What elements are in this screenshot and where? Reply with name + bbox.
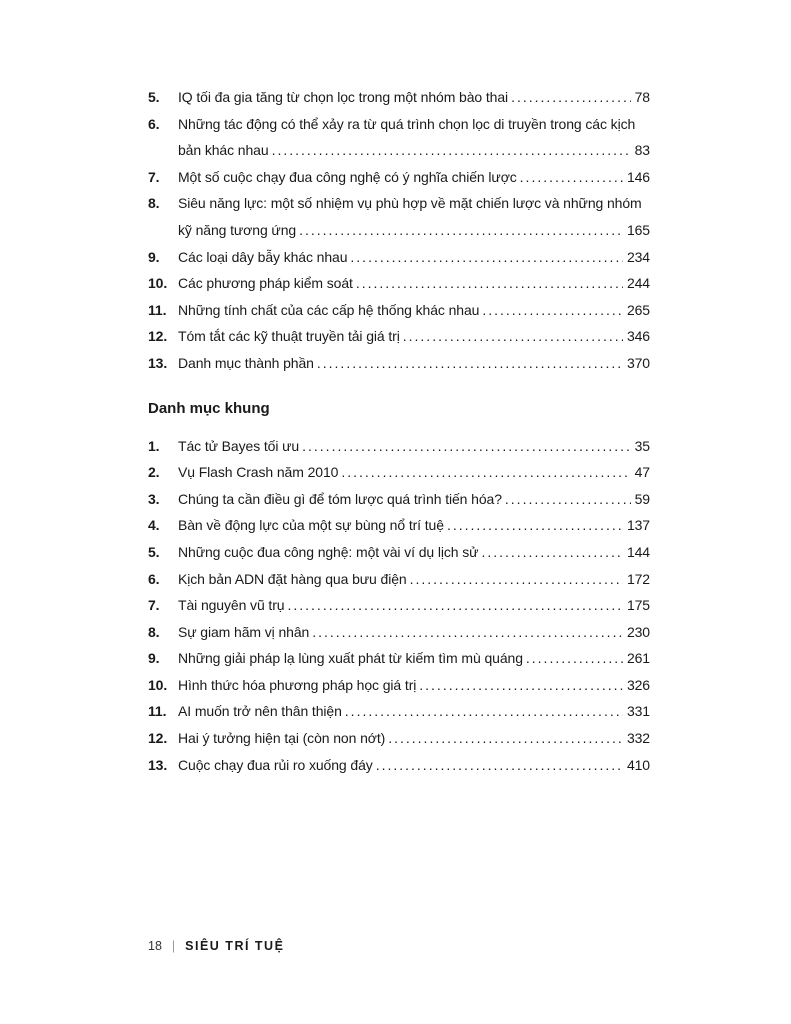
entry-page-number: 35 xyxy=(634,437,650,454)
entry-number: 13. xyxy=(148,354,168,371)
toc-entry xyxy=(148,350,650,377)
entry-title: Tóm tắt các kỹ thuật truyền tải giá trị xyxy=(178,328,400,345)
entry-body xyxy=(178,566,650,593)
dot-leader xyxy=(447,512,623,539)
toc-entry xyxy=(148,752,650,779)
entry-line xyxy=(178,433,650,460)
dot-leader xyxy=(350,244,623,271)
entry-line xyxy=(178,698,650,725)
entry-page-number: 261 xyxy=(626,650,650,667)
dot-leader xyxy=(410,566,623,593)
entry-number: 7. xyxy=(148,168,160,185)
toc-entry xyxy=(148,672,650,699)
entry-title: IQ tối đa gia tăng từ chọn lọc trong một nhóm bào thai xyxy=(178,89,509,105)
entry-body xyxy=(178,486,650,513)
toc-entry xyxy=(148,539,650,566)
toc-list-tables xyxy=(148,84,650,377)
entry-title: Cuộc chạy đua rủi ro xuống đáy xyxy=(178,756,373,773)
toc-entry xyxy=(148,164,650,191)
entry-number: 2. xyxy=(148,464,160,481)
page-footer xyxy=(148,938,284,954)
dot-leader xyxy=(317,350,623,377)
toc-entry xyxy=(148,592,650,619)
entry-title: Siêu năng lực: một số nhiệm vụ phù hợp về mặt chiến lược và những nhóm xyxy=(178,195,642,212)
entry-body xyxy=(178,350,650,377)
toc-entry xyxy=(148,190,650,243)
entry-title: Những giải pháp lạ lùng xuất phát từ kiếm tìm mù quáng xyxy=(178,650,523,667)
toc-entry xyxy=(148,645,650,672)
dot-leader xyxy=(356,270,623,297)
entry-title: Sự giam hãm vị nhân xyxy=(178,623,310,640)
entry-line xyxy=(178,539,650,566)
entry-page-number: 370 xyxy=(626,354,650,371)
entry-page-number: 83 xyxy=(634,142,650,159)
entry-number: 8. xyxy=(148,623,160,640)
footer-book-title: SIÊU TRÍ TUỆ xyxy=(185,939,285,953)
entry-line xyxy=(178,752,650,779)
toc-entry xyxy=(148,111,650,164)
entry-number: 4. xyxy=(148,517,160,534)
toc-list-boxes xyxy=(148,433,650,779)
entry-page-number: 146 xyxy=(626,168,650,185)
entry-number: 12. xyxy=(148,730,168,747)
entry-page-number: 331 xyxy=(626,703,650,720)
toc-entry xyxy=(148,433,650,460)
footer-divider: | xyxy=(171,939,176,953)
entry-line xyxy=(178,323,650,350)
entry-body xyxy=(178,512,650,539)
dot-leader xyxy=(376,752,623,779)
entry-line xyxy=(178,619,650,646)
entry-line xyxy=(178,512,650,539)
boxes-section-heading: Danh mục khung xyxy=(148,399,270,417)
entry-title: Các loại dây bẫy khác nhau xyxy=(178,248,348,265)
entry-body xyxy=(178,323,650,350)
entry-page-number: 78 xyxy=(634,89,650,105)
entry-body xyxy=(178,111,650,164)
entry-title: Kịch bản ADN đặt hàng qua bưu điện xyxy=(178,570,407,587)
entry-line xyxy=(178,84,650,111)
entry-body xyxy=(178,190,650,243)
dot-leader xyxy=(520,164,623,191)
entry-page-number: 165 xyxy=(626,221,650,238)
entry-title: AI muốn trở nên thân thiện xyxy=(178,703,342,720)
dot-leader xyxy=(341,459,630,486)
entry-number: 11. xyxy=(148,301,167,318)
dot-leader xyxy=(505,486,631,513)
toc-entry xyxy=(148,459,650,486)
toc-entry xyxy=(148,512,650,539)
dot-leader xyxy=(419,672,623,699)
entry-number: 12. xyxy=(148,328,168,345)
entry-page-number: 265 xyxy=(626,301,650,318)
entry-body xyxy=(178,725,650,752)
entry-number: 8. xyxy=(148,195,160,212)
entry-line xyxy=(178,486,650,513)
entry-line xyxy=(178,566,650,593)
entry-body xyxy=(178,433,650,460)
entry-number: 6. xyxy=(148,115,160,132)
entry-title: Bàn về động lực của một sự bùng nổ trí tuệ xyxy=(178,517,444,534)
toc-entry xyxy=(148,297,650,324)
entry-number: 1. xyxy=(148,437,160,454)
entry-title: Các phương pháp kiểm soát xyxy=(178,275,353,292)
entry-title: Tác tử Bayes tối ưu xyxy=(178,437,300,454)
entry-title: Vụ Flash Crash năm 2010 xyxy=(178,464,339,481)
entry-page-number: 346 xyxy=(626,328,650,345)
entry-title: Những cuộc đua công nghệ: một vài ví dụ lịch sử xyxy=(178,543,479,560)
dot-leader xyxy=(345,698,623,725)
dot-leader xyxy=(526,645,623,672)
entry-line xyxy=(178,725,650,752)
entry-page-number: 410 xyxy=(626,756,650,773)
entry-title: Chúng ta cần điều gì để tóm lược quá trình tiến hóa? xyxy=(178,490,502,507)
entry-title: Tài nguyên vũ trụ xyxy=(178,597,285,614)
dot-leader xyxy=(302,433,631,460)
entry-number: 11. xyxy=(148,703,167,720)
entry-number: 9. xyxy=(148,248,160,265)
entry-line xyxy=(178,270,650,297)
entry-page-number: 234 xyxy=(626,248,650,265)
entry-page-number: 175 xyxy=(626,597,650,614)
toc-entry xyxy=(148,323,650,350)
entry-page-number: 137 xyxy=(626,517,650,534)
entry-page-number: 47 xyxy=(634,464,650,481)
entry-number: 5. xyxy=(148,543,160,560)
entry-title: bản khác nhau xyxy=(178,142,269,159)
entry-body xyxy=(178,244,650,271)
dot-leader xyxy=(287,592,622,619)
entry-title: kỹ năng tương ứng xyxy=(178,221,297,238)
entry-number: 10. xyxy=(148,275,168,292)
entry-number: 13. xyxy=(148,756,168,773)
entry-body xyxy=(178,84,650,111)
entry-number: 7. xyxy=(148,597,160,614)
entry-body xyxy=(178,539,650,566)
dot-leader xyxy=(403,323,623,350)
dot-leader xyxy=(482,297,623,324)
entry-number: 10. xyxy=(148,676,168,693)
entry-body xyxy=(178,270,650,297)
entry-title: Danh mục thành phần xyxy=(178,354,314,371)
entry-title: Những tính chất của các cấp hệ thống khác nhau xyxy=(178,301,480,318)
entry-title: Một số cuộc chạy đua công nghệ có ý nghĩa chiến lược xyxy=(178,168,517,185)
dot-leader xyxy=(388,725,623,752)
entry-body xyxy=(178,297,650,324)
entry-body xyxy=(178,164,650,191)
entry-page-number: 172 xyxy=(626,570,650,587)
entry-line xyxy=(178,459,650,486)
toc-entry xyxy=(148,725,650,752)
entry-title: Những tác động có thể xảy ra từ quá trình chọn lọc di truyền trong các kịch xyxy=(178,115,636,132)
entry-page-number: 144 xyxy=(626,543,650,560)
toc-entry xyxy=(148,566,650,593)
entry-line xyxy=(178,672,650,699)
entry-number: 3. xyxy=(148,490,160,507)
entry-line xyxy=(178,137,650,164)
entry-number: 9. xyxy=(148,650,160,667)
entry-title: Hình thức hóa phương pháp học giá trị xyxy=(178,676,417,693)
entry-line xyxy=(178,244,650,271)
entry-title: Hai ý tưởng hiện tại (còn non nớt) xyxy=(178,730,386,747)
entry-line xyxy=(178,297,650,324)
toc-entry xyxy=(148,698,650,725)
entry-page-number: 244 xyxy=(626,275,650,292)
entry-body xyxy=(178,645,650,672)
entry-line xyxy=(178,350,650,377)
entry-body xyxy=(178,672,650,699)
dot-leader xyxy=(511,84,631,111)
toc-entry xyxy=(148,244,650,271)
entry-line xyxy=(178,645,650,672)
dot-leader xyxy=(272,137,631,164)
entry-line xyxy=(178,217,650,244)
footer-page-number: 18 xyxy=(148,939,162,953)
entry-page-number: 332 xyxy=(626,730,650,747)
entry-body xyxy=(178,619,650,646)
dot-leader xyxy=(299,217,623,244)
entry-body xyxy=(178,592,650,619)
entry-body xyxy=(178,459,650,486)
entry-number: 6. xyxy=(148,570,160,587)
toc-entry xyxy=(148,270,650,297)
entry-line xyxy=(178,164,650,191)
dot-leader xyxy=(481,539,623,566)
entry-body xyxy=(178,698,650,725)
entry-page-number: 230 xyxy=(626,623,650,640)
entry-line xyxy=(178,592,650,619)
toc-entry xyxy=(148,619,650,646)
entry-body xyxy=(178,752,650,779)
toc-entry xyxy=(148,486,650,513)
dot-leader xyxy=(312,619,623,646)
entry-page-number: 326 xyxy=(626,676,650,693)
entry-number: 5. xyxy=(148,89,160,105)
toc-entry xyxy=(148,84,650,111)
entry-page-number: 59 xyxy=(634,490,650,507)
